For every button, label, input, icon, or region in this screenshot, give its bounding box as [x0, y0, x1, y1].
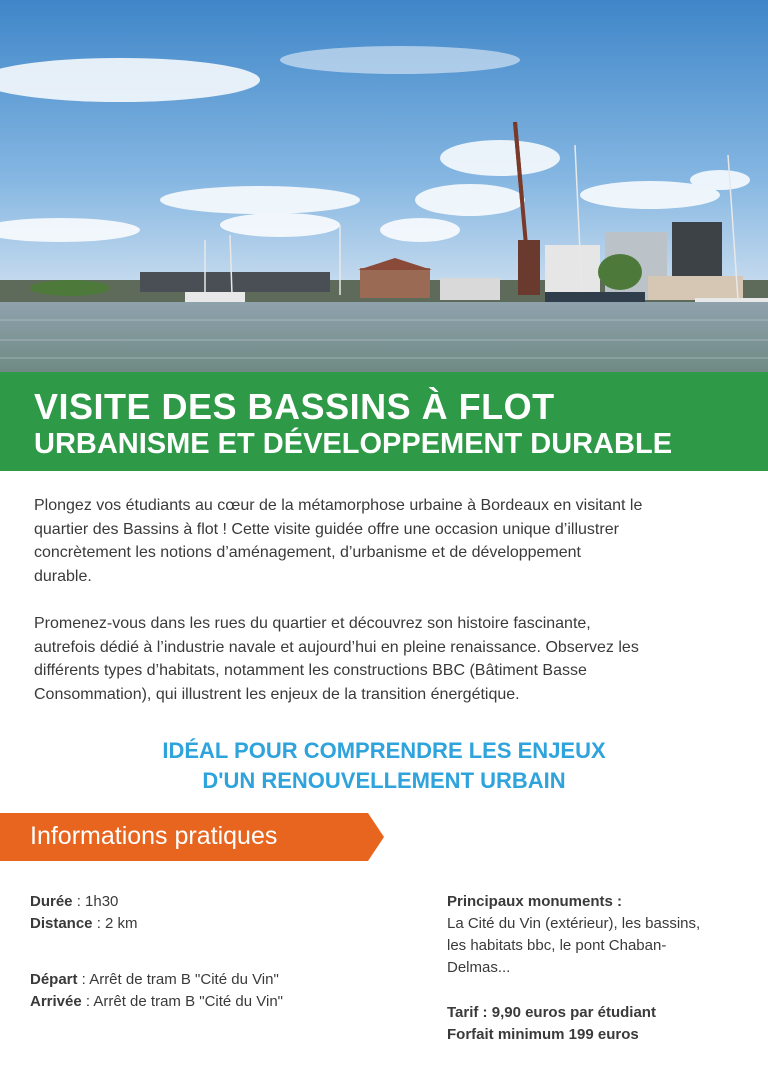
price-block: [447, 1002, 747, 1046]
intro-line: différents types d’habitats, notamment les constructions BBC (Bâtiment Basse: [34, 662, 587, 679]
intro-line: quartier des Bassins à flot ! Cette visite guidée offre une occasion unique d’illustrer: [34, 520, 619, 538]
monuments-line: les habitats bbc, le pont Chaban-: [447, 937, 667, 954]
page-title: VISITE DES BASSINS À FLOT: [34, 386, 555, 427]
harbour-illustration: [0, 0, 768, 372]
intro-line: Plongez vos étudiants au cœur de la métamorphose urbaine à Bordeaux en visitant le: [34, 497, 643, 514]
distance-value: : 2 km: [92, 915, 138, 932]
intro-line: autrefois dédié à l’industrie navale et aujourd’hui en pleine renaissance. Observez les: [34, 638, 639, 656]
duration-label: Durée: [30, 893, 73, 910]
monuments-label: Principaux monuments :: [447, 893, 623, 910]
intro-paragraph-2: [34, 612, 752, 706]
hero-photo: [0, 0, 768, 372]
monuments-line: Delmas...: [447, 959, 511, 976]
minimum-fee-line: Forfait minimum 199 euros: [447, 1026, 639, 1043]
intro-paragraph-1: [34, 494, 752, 588]
intro-line: Promenez-vous dans les rues du quartier et découvrez son histoire fascinante,: [34, 615, 591, 632]
intro-line: concrètement les notions d’aménagement, d’urbanisme et de développement: [34, 544, 581, 561]
departure-value: : Arrêt de tram B "Cité du Vin": [77, 971, 279, 988]
highlight-line-2: D'UN RENOUVELLEMENT URBAIN: [202, 768, 566, 793]
departure-line: [30, 969, 279, 991]
arrival-value: : Arrêt de tram B "Cité du Vin": [81, 993, 283, 1010]
info-heading: Informations pratiques: [30, 822, 278, 850]
monuments-line: La Cité du Vin (extérieur), les bassins,: [447, 915, 701, 932]
price-line: Tarif : 9,90 euros par étudiant: [447, 1004, 656, 1021]
departure-label: Départ: [30, 971, 78, 988]
distance-line: [30, 913, 138, 935]
title-banner: [0, 372, 768, 471]
intro-line: Consommation), qui illustrent les enjeux de la transition énergétique.: [34, 685, 520, 703]
duration-line: [30, 891, 118, 913]
duration-value: : 1h30: [72, 893, 119, 910]
highlight-line-1: IDÉAL POUR COMPRENDRE LES ENJEUX: [162, 738, 606, 763]
arrival-label: Arrivée: [30, 993, 82, 1010]
info-heading-tab: [0, 813, 384, 861]
monuments-block: [447, 891, 747, 979]
distance-label: Distance: [30, 915, 93, 932]
arrival-line: [30, 991, 283, 1013]
intro-line: durable.: [34, 567, 92, 585]
page-subtitle: URBANISME ET DÉVELOPPEMENT DURABLE: [34, 428, 673, 460]
